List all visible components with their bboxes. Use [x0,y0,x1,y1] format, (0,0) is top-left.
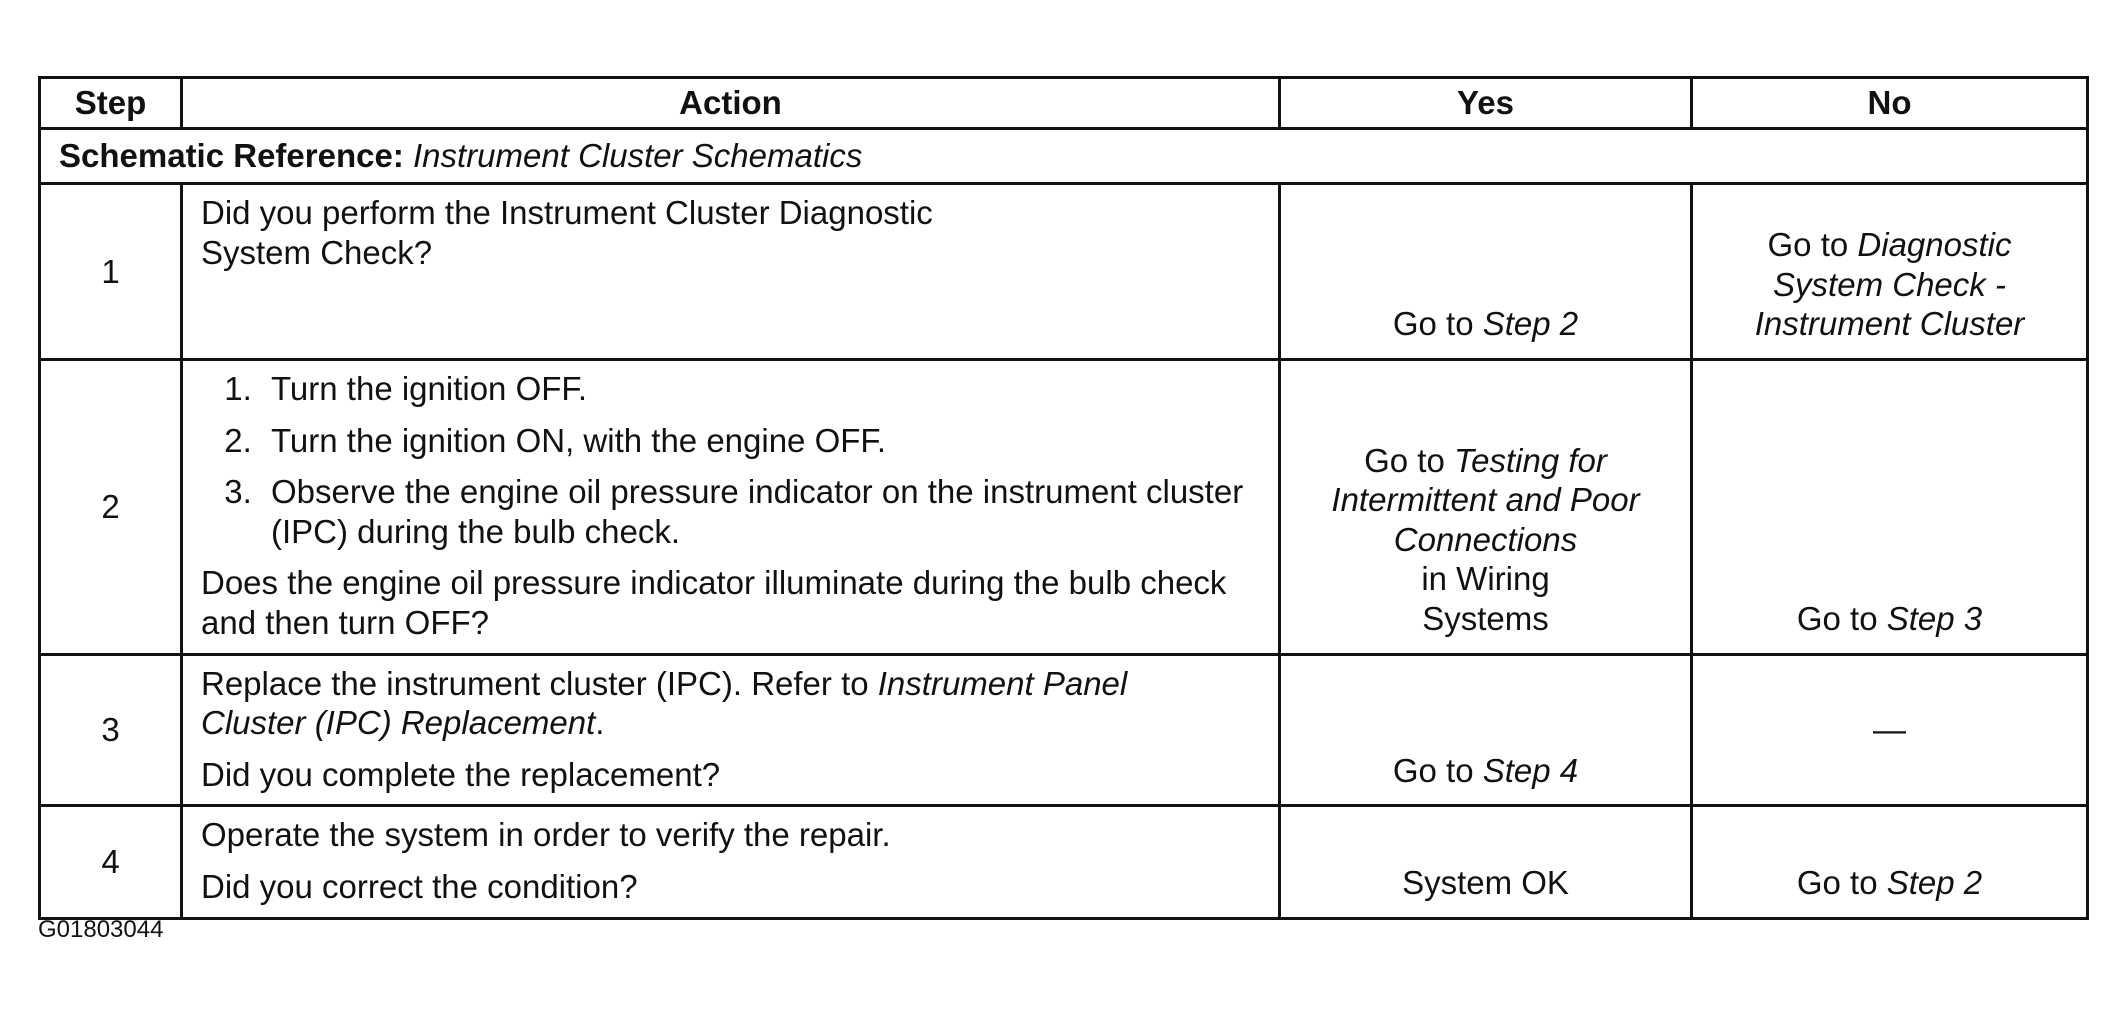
yes-link[interactable]: Step 2 [1482,305,1579,343]
action-cell [182,360,1280,655]
yes-cell [1280,184,1692,360]
action-text: Did you perform the Instrument Cluster Diagnostic System Check? [201,194,933,271]
table-row [40,654,2088,806]
yes-cell: System OK [1280,806,1692,918]
action-steps-list [201,369,1264,551]
no-cell [1692,184,2088,360]
action-cell [182,654,1280,806]
yes-link[interactable]: Testing for Intermittent and Poor Connections [1331,441,1640,558]
no-cell: — [1692,654,2088,806]
action-cell [182,184,1280,360]
no-link[interactable]: Diagnostic System Check - Instrument Cluster [1754,226,2025,343]
no-prefix: Go to [1767,226,1858,264]
no-cell [1692,360,2088,655]
action-step-item: 2. Turn the ignition ON, with the engine OFF. [261,421,1264,461]
table-row [40,360,2088,655]
schematic-reference-cell [40,129,2088,184]
schematic-reference-row [40,129,2088,184]
header-row [40,78,2088,129]
action-question: Does the engine oil pressure indicator illuminate during the bulb check and then turn OFF? [201,564,1227,641]
action-prefix: Replace the instrument cluster (IPC). Refer to [201,664,878,702]
action-text [201,664,1221,743]
action-step-item: 1. Turn the ignition OFF. [261,369,1264,409]
action-suffix: . [595,704,605,742]
no-cell [1692,806,2088,918]
header-step: Step [40,78,182,129]
step-number: 3 [40,654,182,806]
yes-cell [1280,654,1692,806]
schematic-reference-label: Schematic Reference: [59,137,404,175]
action-question: Did you complete the replacement? [201,755,721,793]
action-text: Operate the system in order to verify the repair. [201,816,891,854]
yes-prefix: Go to [1392,751,1483,789]
header-no: No [1692,78,2088,129]
no-link[interactable]: Step 3 [1886,599,1983,637]
yes-suffix: in Wiring Systems [1421,560,1550,637]
diagnostic-table [38,76,2089,920]
step-number: 4 [40,806,182,918]
no-prefix: Go to [1796,863,1887,901]
action-cell [182,806,1280,918]
action-link[interactable]: Instrument Panel Cluster (IPC) Replacement [201,664,1128,742]
yes-cell [1280,360,1692,655]
header-action: Action [182,78,1280,129]
action-question: Did you correct the condition? [201,867,638,905]
figure-code: G01803044 [38,916,164,943]
yes-link[interactable]: Step 4 [1482,751,1579,789]
step-number: 1 [40,184,182,360]
no-prefix: Go to [1796,599,1887,637]
schematic-reference-link[interactable]: Instrument Cluster Schematics [413,137,863,175]
table-row [40,806,2088,918]
no-link[interactable]: Step 2 [1886,863,1983,901]
action-step-item: 3. Observe the engine oil pressure indicator on the instrument cluster (IPC) during the bulb check. [261,472,1264,551]
header-yes: Yes [1280,78,1692,129]
table-row [40,184,2088,360]
yes-prefix: Go to [1392,305,1483,343]
yes-prefix: Go to [1364,441,1454,479]
step-number: 2 [40,360,182,655]
